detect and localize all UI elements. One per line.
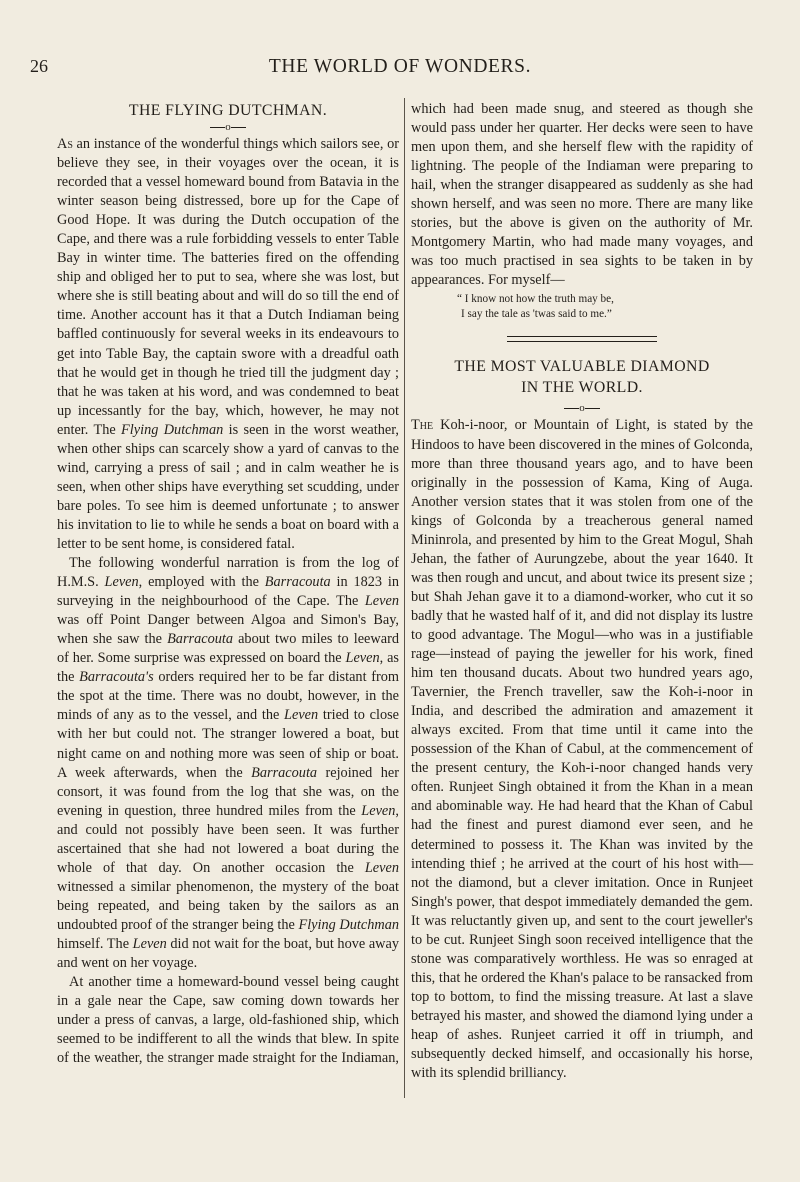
verse-line: I say the tale as 'twas said to me.”: [461, 308, 612, 321]
page-header: [30, 56, 770, 80]
paragraph: The following wonderful narration is from the log of H.M.S. Leven, employed with the Barracouta in 1823 in surveying in the neighbourhood of the Cape. The Leven was off Point Danger between Algoa and Simon's Bay, when she saw the Barracouta about two miles to leeward of her. Some surprise was expressed on board the Leven, as the Barracouta's orders required her to be far distant from the spot at the time. There was no doubt, however, in the minds of any as to the vessel, and the Leven tried to close with her but could not. The stranger lowered a boat, but night came on and nothing more was seen of ship or boat. A week afterwards, when the Barracouta rejoined her consort, it was found from the log that she was, on the evening in question, three hundred miles from the Leven, and could not possibly have been seen. It was further ascertained that she had not lowered a boat during the whole of that day. On another occasion the Leven witnessed a similar phenomenon, the mystery of the boat being repeated, and being taken by the sailors as an undoubted proof of the stranger being the Flying Dutchman himself. The Leven did not wait for the boat, but hove away and went on her voyage.: [57, 555, 400, 972]
paragraph-continuation: which had been made snug, and steered as though she would pass under her quarter. Her decks were seen to have men upon them, and she herself flew with the rapidity of lightning. The people of the Indiaman were preparing to hail, when the stranger disappeared as suddenly as she had shown herself, and was seen no more. There are many like stories, but the above is given on the authority of Mr. Montgomery Martin, who had made many voyages, and was too much practised in sea sights to be taken in by appearances. For myself—: [411, 101, 753, 289]
paragraph-continued: At another time a homeward-bound vessel being caught in a gale near the Cape, saw coming down towards her under a press of canvas, a large, old-fashioned ship, which seemed to be indifferent to all the winds that blew. In spite of the weather, the stranger made straight for the Indiaman,: [57, 974, 399, 1067]
page-number: 26: [30, 56, 48, 76]
title-ornament: o: [411, 402, 753, 415]
paragraph: The Koh-i-noor, or Mountain of Light, is stated by the Hindoos to have been discovered in the mines of Golconda, more than three thousand years ago, and to have been originally in the possession of Kama, King of Auga. Another version states that it was stolen from one of the kings of Golconda by a treacherous general named Mininrola, and presented by him to the Great Mogul, Shah Jehan, the father of Aurungzebe, about the year 1640. It was then rough and uncut, and about twice its present size ; but Shah Jehan gave it to a diamond-worker, who cut it so badly that he wasted half of it, and did not display its lustre to good advantage. The Mogul—who was in a justifiable rage—instead of paying the jeweller for his work, fined him ten thousand ducats. About two hundred years ago, Tavernier, the French traveller, saw the Koh-i-noor in India, and described the admiration and amazement it always excited. From that time until it came into the possession of the Khan of Cabul, at the commencement of the present century, the Koh-i-noor changed hands very often. Runjeet Singh obtained it from the Khan in a mean and abominable way. He had heard that the Khan of Cabul had the finest and purest diamond ever seen, and he determined to possess it. The Khan was invited by the intending thief ; he arrived at the court of his host with—not the diamond, but a clever imitation. Once in Runjeet Singh's power, that despot immediately demanded the gem. It was reluctantly given up, and sent to the court jeweller's to be cut. Runjeet Singh soon received intelligence that the stone was comparatively worthless. He was so enraged at this, that he ordered the Khan's palace to be ransacked from top to bottom, to find the missing treasure. At last a slave betrayed his master, and showed the diamond lying under a heap of ashes. Runjeet carried it off in triumph, and subsequently decked himself, and occasionally his horse, with its splendid brilliancy.: [411, 417, 753, 1082]
left-column: [57, 100, 399, 1068]
title-ornament: o: [57, 121, 399, 134]
section-divider: [507, 336, 657, 342]
column-divider: [404, 98, 405, 1098]
article-title-flying-dutchman: THE FLYING DUTCHMAN.: [128, 102, 328, 119]
running-title: THE WORLD OF WONDERS.: [268, 56, 532, 77]
verse-quote: [457, 292, 753, 322]
right-column: [411, 100, 753, 1083]
paragraph: As an instance of the wonderful things which sailors see, or believe they see, in their voyages over the ocean, it is recorded that a vessel homeward bound from Batavia in the winter season being distressed, bore up for the Cape of Good Hope. It was during the Dutch occupation of the Cape, and there was a rule forbidding vessels to enter Table Bay in winter time. The batteries fired on the offending ship and obliged her to put to sea, where she was lost, but where she is still beating about and will do so till the end of time. Another account has it that a Dutch Indiaman being baffled continuously for several weeks in its endeavours to get into Table Bay, the captain swore with a dreadful oath that he would get in though he tried till the judgment day ; that he was taken at his word, and was condemned to beat up incessantly for the bay, which, however, he may not enter. The Flying Dutchman is seen in the worst weather, when other ships can scarcely show a yard of canvas to the wind, carrying a press of sail ; and in calm weather he is seen, when other ships have everything set scudding, under bare poles. To see him is deemed unfortunate ; to answer his invitation to lie to while he sends a boat on board with a letter to be sent home, is considered fatal.: [57, 136, 399, 552]
article-title-diamond: THE MOST VALUABLE DIAMOND IN THE WORLD.: [454, 358, 710, 397]
verse-line: “ I know not how the truth may be,: [457, 293, 614, 306]
